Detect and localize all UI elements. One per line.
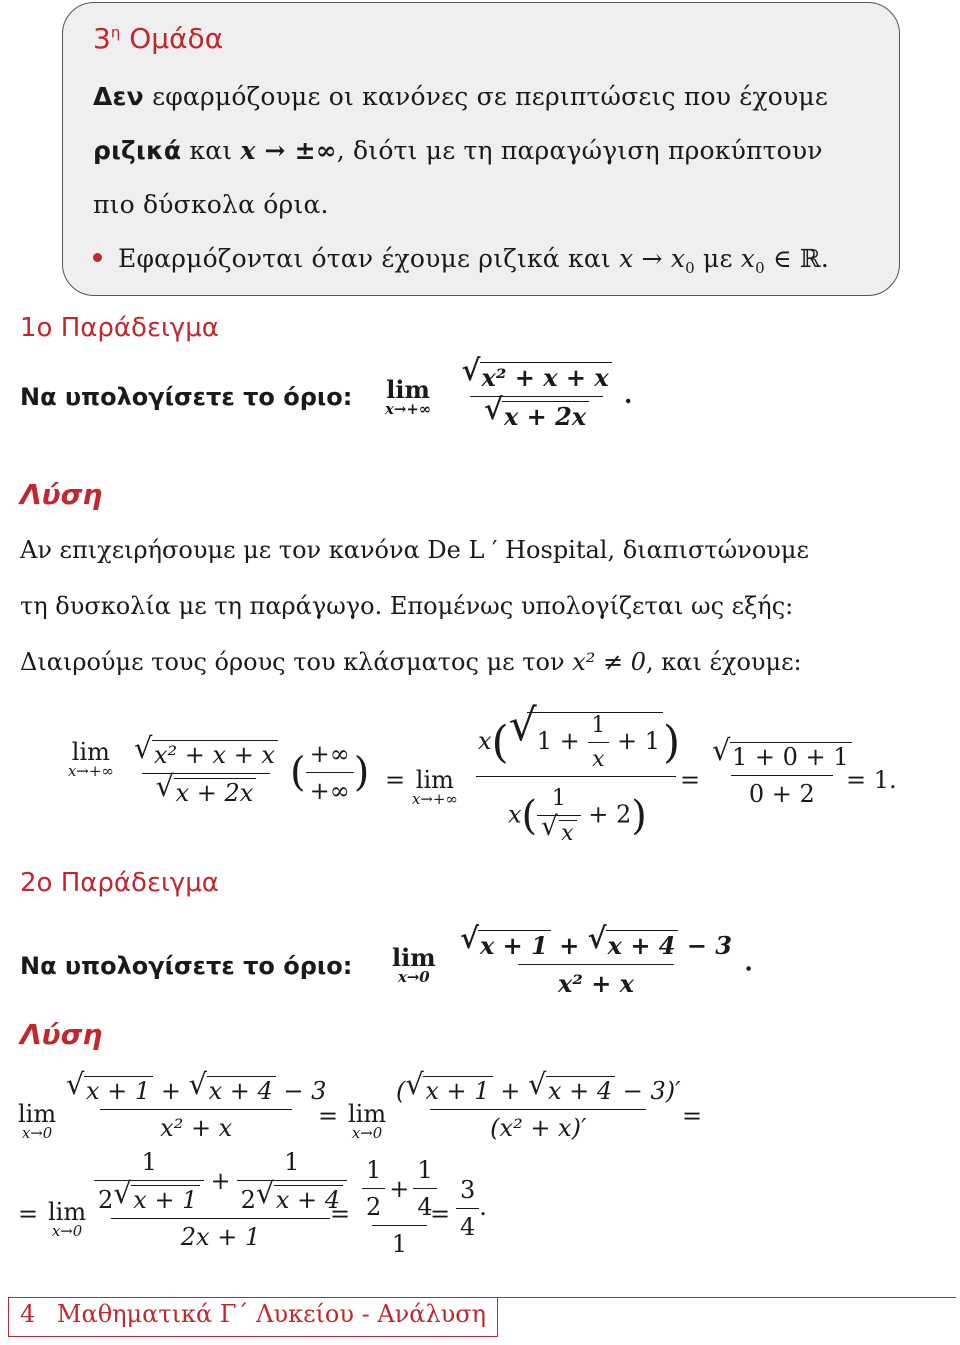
lim-operator: lim x→+∞ <box>385 375 432 418</box>
box-line-2: ριζικά και x → ±∞, διότι με τη παραγώγιση προκύπτουν <box>93 136 823 165</box>
eq-sign-5: = <box>18 1200 39 1228</box>
solution2-heading: Λύση <box>20 1018 103 1051</box>
example1-heading: 1ο Παράδειγμα <box>20 313 219 343</box>
sol2-row2-lim: lim x→0 <box>48 1198 87 1240</box>
footer-text <box>20 1300 486 1328</box>
example1-fraction: √ x² + x + x √ x + 2x <box>458 362 616 431</box>
eq-sign-1: = <box>385 766 406 794</box>
box-line-1: Δεν εφαρμόζουμε οι κανόνες σε περιπτώσεις που έχουμε <box>93 82 829 111</box>
solution1-calc-frac1: √ x² + x + x √ x + 2x <box>130 740 282 807</box>
step3-fraction: √ 1 + 0 + 1 0 + 2 <box>708 742 856 808</box>
sol2-row1-lim: lim x→0 <box>18 1100 57 1142</box>
sol2-row2-bigfrac: 1 2 √ x + 1 + 1 2 √ x + 4 2x + 1 <box>90 1148 351 1251</box>
eq-sign-2: = <box>680 766 701 794</box>
box-title: $3^\eta$ Ομάδα <box>93 22 224 55</box>
solution1-calc-lim2: lim x→+∞ <box>412 766 458 808</box>
sol2-row2-frac2: $\frac{1}{2}$ + $\frac{1}{4}$ 1 <box>358 1156 441 1258</box>
example1-limit: lim x→+∞ √ x² + x + x √ x + 2x . <box>385 353 633 431</box>
page-number: 4 <box>20 1300 36 1328</box>
sol2-row1-deriv-frac: ( √ x + 1 + √ x + 4 − 3)′ (x² + x)′ <box>396 1067 681 1142</box>
solution1-line1: Αν επιχειρήσουμε με τον κανόνα De L ′ Hospital, διαπιστώνουμε <box>20 536 809 564</box>
solution1-heading: Λύση <box>20 478 103 511</box>
box-line-3: πιο δύσκολα όρια. <box>93 190 329 219</box>
eq-sign-4: = <box>682 1102 703 1130</box>
step2-denominator: x( 1 √ x + 2) <box>508 786 647 846</box>
solution1-line3: Διαιρούμε τους όρους του κλάσματος με τον x² ≠ 0, και έχουμε: <box>20 648 802 676</box>
example2-prompt: Να υπολογίσετε το όριο: <box>20 952 353 980</box>
indeterminate-form: ( $\frac{+\infty}{+\infty}$ ) <box>290 740 370 805</box>
example2-limit: lim x→0 √ x + 1 + √ x + 4 − 3 x² + x . <box>392 921 753 998</box>
example2-heading: 2ο Παράδειγμα <box>20 868 219 898</box>
box-bullet: Εφαρμόζονται όταν έχουμε ριζικά και $x \to x_0$ με $x_0$ ∈ ℝ. <box>93 244 829 277</box>
step2-frac-bar <box>476 776 676 777</box>
result-1: = 1. <box>846 766 897 794</box>
eq-sign-7: = <box>430 1200 451 1228</box>
bullet-icon <box>93 253 102 262</box>
sol2-row1-frac: √ x + 1 + √ x + 4 − 3 x² + x <box>66 1067 327 1142</box>
eq-sign-3: = <box>318 1102 339 1130</box>
sol2-result: $\frac{3}{4}$ . <box>456 1176 487 1241</box>
solution1-line2: τη δυσκολία με τη παράγωγο. Επομένως υπολογίζεται ως εξής: <box>20 592 794 620</box>
step2-numerator: x( √ 1 + $\frac{1}{x}$ + 1) <box>478 700 681 772</box>
footer-title: Μαθηματικά Γ΄ Λυκείου - Ανάλυση <box>56 1300 487 1328</box>
eq-sign-6: = <box>330 1200 351 1228</box>
sol2-row1-lim2: lim x→0 <box>348 1100 387 1142</box>
solution1-calc-lim: lim x→+∞ <box>68 738 114 780</box>
example1-prompt: Να υπολογίσετε το όριο: <box>20 383 353 411</box>
